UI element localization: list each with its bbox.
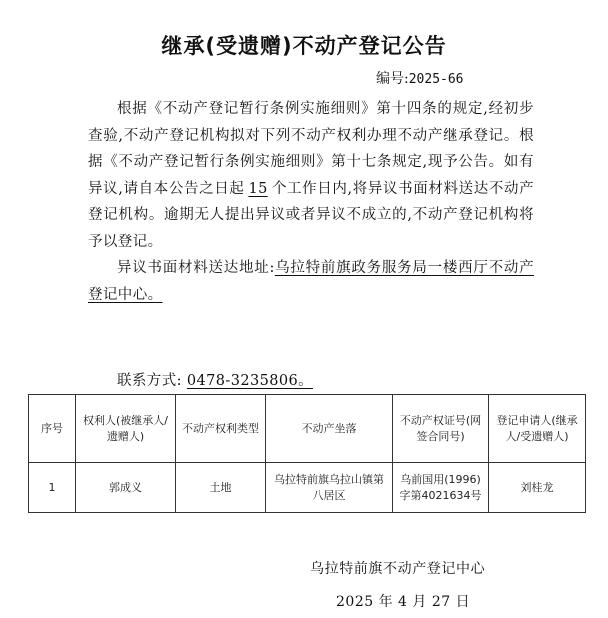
cell-right-type: 土地 bbox=[176, 463, 266, 513]
objection-address-label: 异议书面材料送达地址: bbox=[117, 260, 275, 276]
objection-address: 乌拉特前旗政务服务局一楼西厅不动产登记中心。 bbox=[88, 260, 534, 303]
cell-seq: 1 bbox=[29, 463, 76, 513]
document-number-value: 2025-66 bbox=[408, 72, 464, 87]
header-location: 不动产坐落 bbox=[266, 395, 393, 463]
table-header-row bbox=[29, 395, 586, 463]
announcement-body bbox=[88, 96, 534, 308]
objection-address-paragraph bbox=[88, 255, 534, 308]
main-text-part1: 根据《不动产登记暂行条例实施细则》第十四条的规定,经初步查验,不动产登记机构拟对下列不动产权利办理不动产继承登记。根据《不动产登记暂行条例实施细则》第十七条规定,现予公告。如有异议,请自本公告之日起 bbox=[88, 101, 534, 197]
issuing-organization: 乌拉特前旗不动产登记中心 bbox=[310, 561, 486, 577]
main-text-part2: 个工作日内,将异议书面材料送达不动产登记机构。逾期无人提出异议或者异议不成立的,不动产登记机构将予以登记。 bbox=[88, 180, 535, 250]
contact-line bbox=[117, 369, 313, 390]
cell-right-holder: 郭成义 bbox=[76, 463, 176, 513]
cell-certificate-number: 乌前国用(1996)字第4021634号 bbox=[393, 463, 489, 513]
cell-applicant: 刘桂龙 bbox=[489, 463, 586, 513]
contact-phone: 0478-3235806。 bbox=[186, 373, 313, 389]
header-right-holder: 权利人(被继承人/遗赠人) bbox=[76, 395, 176, 463]
header-certificate-number: 不动产权证号(网签合同号) bbox=[393, 395, 489, 463]
document-number-label: 编号: bbox=[376, 71, 409, 87]
announcement-paragraph-main bbox=[88, 96, 534, 255]
document-number bbox=[376, 68, 464, 88]
registration-table bbox=[28, 394, 586, 513]
header-seq: 序号 bbox=[29, 395, 76, 463]
contact-label: 联系方式: bbox=[117, 373, 182, 389]
page-title: 继承(受遗赠)不动产登记公告 bbox=[161, 34, 447, 58]
table-row bbox=[29, 463, 586, 513]
objection-days: 15 bbox=[248, 180, 268, 197]
header-right-type: 不动产权利类型 bbox=[176, 395, 266, 463]
cell-location: 乌拉特前旗乌拉山镇第八居区 bbox=[266, 463, 393, 513]
issue-date: 2025 年 4 月 27 日 bbox=[336, 594, 471, 610]
header-applicant: 登记申请人(继承人/受遗赠人) bbox=[489, 395, 586, 463]
